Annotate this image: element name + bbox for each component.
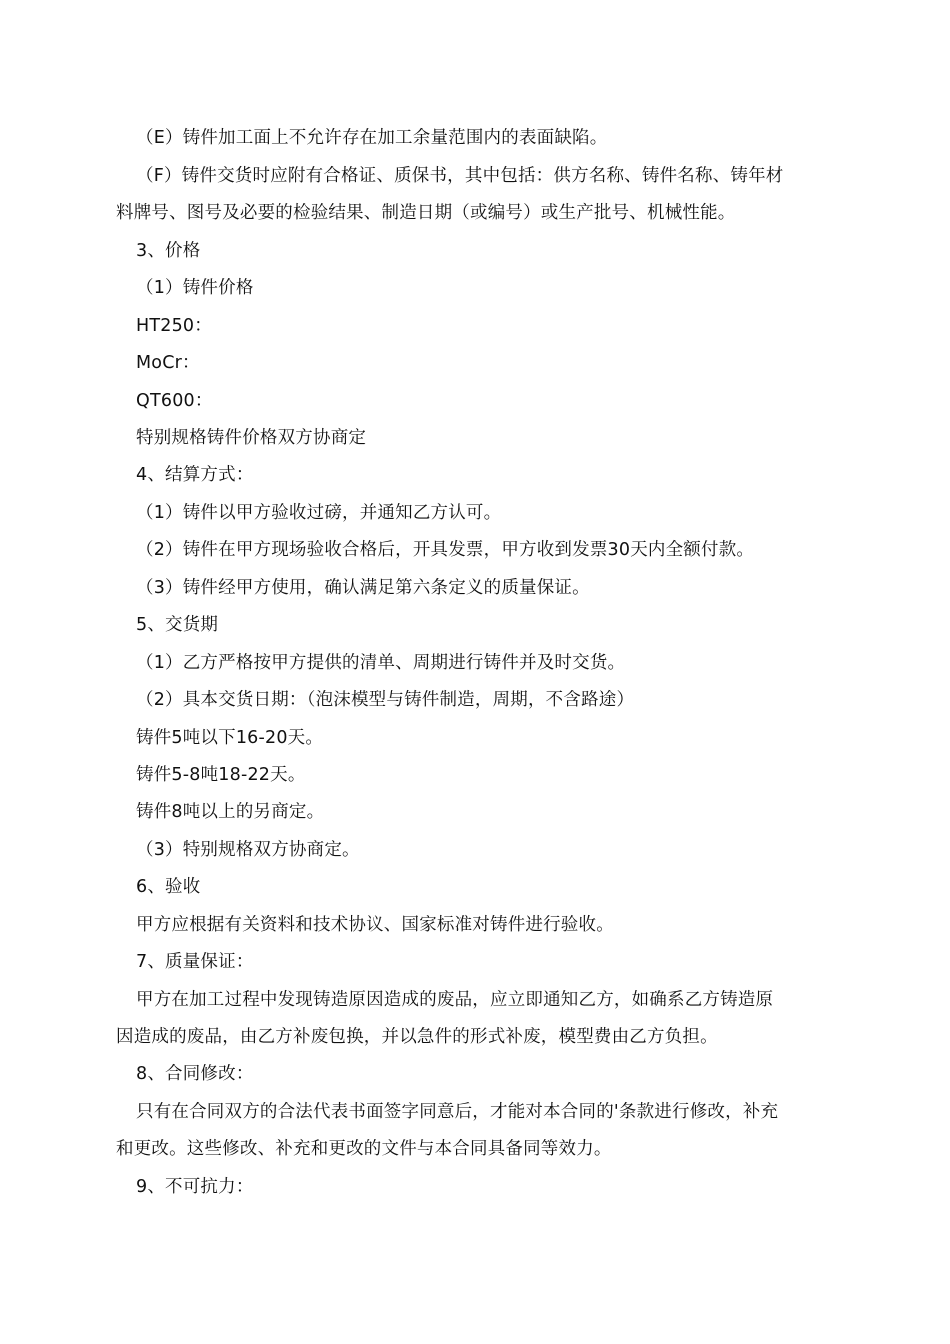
section-8-heading: 8、合同修改：	[136, 1064, 254, 1084]
section-4-heading: 4、结算方式：	[136, 465, 254, 485]
delivery-item-2: （2）具本交货日期：（泡沫模型与铸件制造，周期，不含路途）	[136, 690, 635, 710]
price-item-1: （1）铸件价格	[136, 278, 254, 298]
clause-e: （E）铸件加工面上不允许存在加工余量范围内的表面缺陷。	[136, 128, 608, 148]
delivery-item-3: （3）特别规格双方协商定。	[136, 840, 360, 860]
clause-f-line-2: 料牌号、图号及必要的检验结果、制造日期（或编号）或生产批号、机械性能。	[116, 203, 736, 223]
section-3-heading: 3、价格	[136, 241, 201, 261]
amendment-text-line-1: 只有在合同双方的合法代表书面签字同意后，才能对本合同的'条款进行修改，补充	[136, 1102, 779, 1122]
section-9-heading: 9、不可抗力：	[136, 1177, 254, 1197]
price-qt600: QT600：	[136, 391, 213, 411]
section-5-heading: 5、交货期	[136, 615, 219, 635]
amendment-text-line-2: 和更改。这些修改、补充和更改的文件与本合同具备同等效力。	[116, 1139, 612, 1159]
delivery-over-8t: 铸件8吨以上的另商定。	[136, 802, 325, 822]
price-ht250: HT250：	[136, 316, 212, 336]
quality-text-line-1: 甲方在加工过程中发现铸造原因造成的废品，应立即通知乙方，如确系乙方铸造原	[136, 990, 774, 1010]
price-mocr: MoCr：	[136, 353, 200, 373]
settlement-item-1: （1）铸件以甲方验收过磅，并通知乙方认可。	[136, 503, 502, 523]
clause-f-line-1: （F）铸件交货时应附有合格证、质保书，其中包括：供方名称、铸件名称、铸年材	[136, 166, 784, 186]
settlement-item-3: （3）铸件经甲方使用，确认满足第六条定义的质量保证。	[136, 578, 590, 598]
quality-text-line-2: 因造成的废品，由乙方补废包换，并以急件的形式补废，模型费由乙方负担。	[116, 1027, 718, 1047]
section-6-heading: 6、验收	[136, 877, 201, 897]
delivery-under-5t: 铸件5吨以下16-20天。	[136, 728, 324, 748]
settlement-item-2: （2）铸件在甲方现场验收合格后，开具发票，甲方收到发票30天内全额付款。	[136, 540, 755, 560]
price-special: 特别规格铸件价格双方协商定	[136, 428, 367, 448]
delivery-5-8t: 铸件5-8吨18-22天。	[136, 765, 306, 785]
acceptance-text: 甲方应根据有关资料和技术协议、国家标准对铸件进行验收。	[136, 915, 614, 935]
delivery-item-1: （1）乙方严格按甲方提供的清单、周期进行铸件并及时交货。	[136, 653, 626, 673]
section-7-heading: 7、质量保证：	[136, 952, 254, 972]
